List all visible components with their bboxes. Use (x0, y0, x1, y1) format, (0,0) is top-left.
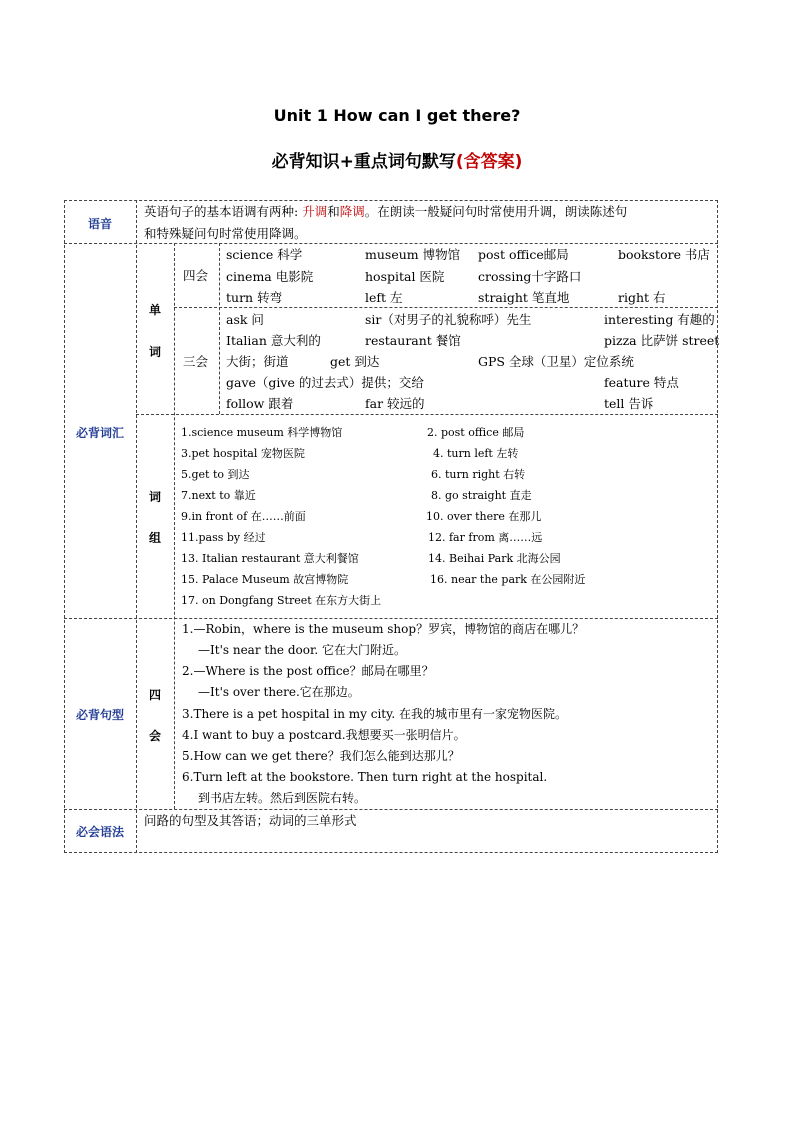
pronunciation-line-2: 和特殊疑问句时常使用降调。 (144, 226, 307, 241)
sentence: 3.There is a pet hospital in my city. 在我的城市里有一家宠物医院。 (182, 707, 567, 721)
phrases-label-1: 词 (148, 490, 161, 504)
phrase: 11.pass by 经过 (181, 531, 266, 544)
sentence: 1.—Robin，where is the museum shop？罗宾，博物馆的商店在哪儿？ (182, 622, 585, 636)
phrase: 12. far from 离……远 (428, 531, 543, 544)
sentences-label-2: 会 (148, 729, 161, 743)
word: post office邮局 (478, 247, 569, 262)
phrase: 2. post office 邮局 (427, 426, 525, 439)
word: straight 笔直地 (478, 290, 570, 305)
col-divider-2 (174, 243, 175, 809)
word: left 左 (365, 290, 403, 305)
word: ask 问 (226, 312, 264, 327)
grammar-text: 问路的句型及其答语；动词的三单形式 (144, 813, 357, 828)
word: hospital 医院 (365, 269, 445, 284)
page-title: Unit 1 How can I get there? (273, 106, 521, 125)
word: follow 跟着 (226, 396, 294, 411)
pronunciation-line-1 (144, 204, 627, 220)
sentence: 4.I want to buy a postcard.我想要买一张明信片。 (182, 728, 466, 742)
phrases-label-2: 组 (148, 531, 161, 545)
word: gave（give 的过去式）提供；交给 (226, 375, 424, 390)
row-divider-3 (64, 809, 718, 810)
sentence: 到书店左转。然后到医院右转。 (198, 791, 367, 805)
word: science 科学 (226, 247, 303, 262)
rising-tone: 升调 (302, 204, 328, 219)
sentence: —It's over there.它在那边。 (198, 685, 360, 699)
sentence: 5.How can we get there？我们怎么能到达那儿？ (182, 749, 460, 763)
word: Italian 意大利的 (226, 333, 321, 348)
word: cinema 电影院 (226, 269, 314, 284)
phrase: 8. go straight 直走 (431, 489, 532, 502)
skill-divider (174, 307, 718, 308)
page-subtitle (0, 147, 794, 172)
word: tell 告诉 (604, 396, 654, 411)
phrase: 1.science museum 科学博物馆 (181, 426, 343, 439)
section-vocab: 必背词汇 (75, 426, 124, 440)
phrase: 6. turn right 右转 (431, 468, 526, 481)
phrase: 4. turn left 左转 (433, 447, 519, 460)
row-divider-1 (64, 243, 718, 244)
falling-tone: 降调 (339, 204, 365, 219)
subtitle-answer-tag: (含答案) (455, 152, 523, 172)
section-pronunciation: 语音 (87, 217, 112, 231)
phrase: 9.in front of 在……前面 (181, 510, 306, 523)
word: museum 博物馆 (365, 247, 461, 262)
word: interesting 有趣的 (604, 312, 715, 327)
phrase: 7.next to 靠近 (181, 489, 256, 502)
skill-col-divider (219, 243, 220, 414)
three-skill-label: 三会 (183, 354, 209, 369)
word: turn 转弯 (226, 290, 283, 305)
phrase: 17. on Dongfang Street 在东方大街上 (181, 594, 382, 607)
word: feature 特点 (604, 375, 679, 390)
word: far 较远的 (365, 396, 425, 411)
word: right 右 (618, 290, 666, 305)
four-skill-label: 四会 (183, 268, 209, 283)
word: get 到达 (330, 354, 380, 369)
phrase: 15. Palace Museum 故宫博物院 (181, 573, 349, 586)
subtitle-main: 必背知识+重点词句默写 (271, 152, 456, 172)
word: crossing十字路口 (478, 269, 582, 284)
phrase: 5.get to 到达 (181, 468, 250, 481)
sentences-label-1: 四 (148, 688, 161, 702)
phrase: 13. Italian restaurant 意大利餐馆 (181, 552, 359, 565)
phrase: 16. near the park 在公园附近 (430, 573, 586, 586)
word: bookstore 书店 (618, 247, 710, 262)
pronunciation-text-a: 英语句子的基本语调有两种: (144, 204, 303, 219)
phrase: 14. Beihai Park 北海公园 (428, 552, 561, 565)
word: sir（对男子的礼貌称呼）先生 (365, 312, 532, 327)
sentence: 6.Turn left at the bookstore. Then turn right at the hospital. (182, 770, 548, 784)
row-divider-2 (64, 618, 718, 619)
pronunciation-text-b: 。在朗读一般疑问句时常使用升调，朗读陈述句 (364, 204, 628, 219)
vocab-divider (136, 414, 718, 415)
phrase: 10. over there 在那儿 (426, 510, 542, 523)
sentence: —It's near the door. 它在大门附近。 (198, 643, 407, 657)
words-label-1: 单 (148, 303, 161, 317)
word: GPS 全球（卫星）定位系统 (478, 354, 634, 369)
pronunciation-and: 和 (327, 204, 340, 219)
phrase: 3.pet hospital 宠物医院 (181, 447, 305, 460)
sentence: 2.—Where is the post office？邮局在哪里？ (182, 664, 434, 678)
words-label-2: 词 (148, 345, 161, 359)
word: restaurant 餐馆 (365, 333, 461, 348)
word: 大街；街道 (226, 354, 289, 369)
section-sentences: 必背句型 (75, 708, 124, 722)
word: pizza 比萨饼 street (604, 333, 720, 348)
col-divider-1 (136, 200, 137, 853)
section-grammar: 必会语法 (75, 825, 124, 839)
